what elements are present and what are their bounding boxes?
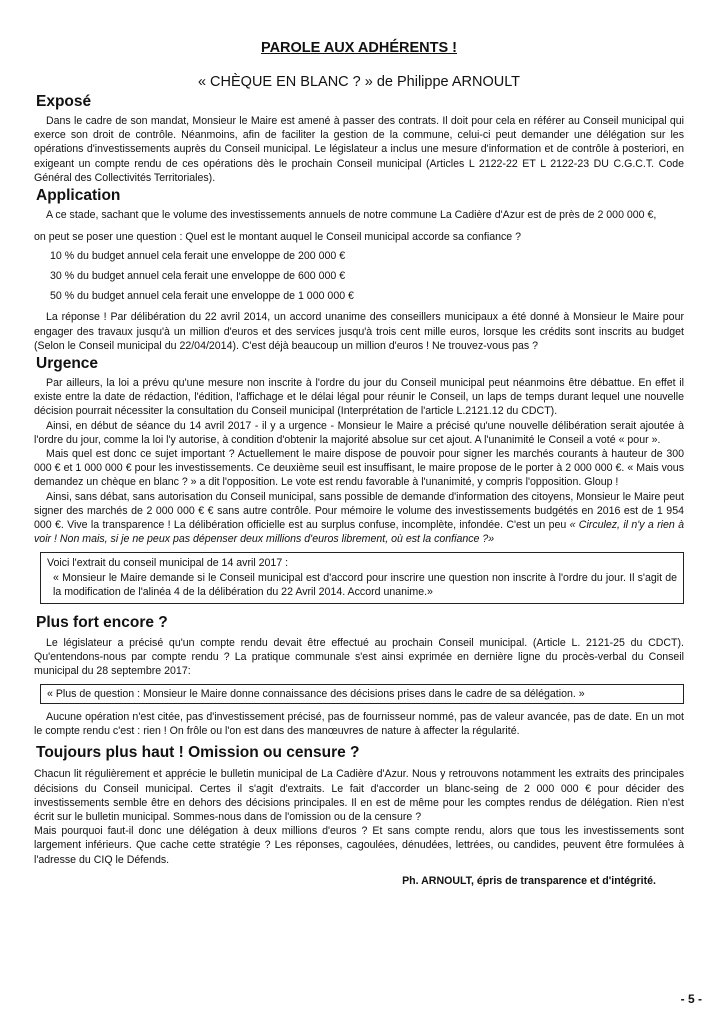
list-item: 30 % du budget annuel cela ferait une enveloppe de 600 000 € [50,270,346,283]
paragraph: Le législateur a précisé qu'un compte rendu devait être effectué au prochain Conseil municipal. (Article L. 2121-25 du CDCT). Qu'entendons-nous par compte rendu ? La pratique communale s'est ainsi exprimée en dernière ligne du procès-verbal du Conseil municipal du 28 septembre 2017: [34,637,684,678]
council-extract-box [40,552,684,604]
author-signature: Ph. ARNOULT, épris de transparence et d'intégrité. [402,874,656,887]
minutes-quote-box [40,684,684,704]
section-heading-expose: Exposé [36,93,92,110]
percentage-list [50,250,684,302]
section-heading-toujours: Toujours plus haut ! Omission ou censure ? [36,744,360,762]
paragraph: Mais pourquoi faut-il donc une délégation à deux millions d'euros ? Et sans compte rendu, alors que tous les investissements sont largement inférieurs. Que cache cette stratégie ? Les réponses, cagoulées, dénudées, lettrées, ou candides, peuvent être formulées à l'adresse du CIQ le Défends. [34,825,684,866]
list-item: 50 % du budget annuel cela ferait une enveloppe de 1 000 000 € [50,290,354,303]
ironic-quote: « Circulez, il n'y a rien à voir ! Non mais, si je ne peux pas dépenser deux millions d'euros librement, où est la confiance ?» [34,519,684,546]
paragraph: Par ailleurs, la loi a prévu qu'une mesure non inscrite à l'ordre du jour du Conseil municipal peut néanmoins être débattue. En effet il existe entre la date de rédaction, l'édition, l'affichage et le délai légal pour réunir le Conseil, un laps de temps durant lequel une nouvelle décision pourrait nécessiter la consultation du Conseil municipal (Interprétation de l'article L.2121.12 du CDCT). [34,377,684,418]
page-number: - 5 - [680,992,702,1006]
box-intro: Voici l'extrait du conseil municipal de 14 avril 2017 : [47,557,289,570]
paragraph: La réponse ! Par délibération du 22 avril 2014, un accord unanime des conseillers municipaux a été donné à Monsieur le Maire pour engager des travaux jusqu'à un million d'euros et des services jusqu'à trois cent mille euros, lorsque les crédits sont inscrits au budget (Selon le Conseil municipal du 22/04/2014). C'est déjà beaucoup un million d'euros ! Ne trouvez-vous pas ? [34,311,684,352]
paragraph: Aucune opération n'est citée, pas d'investissement précisé, pas de fournisseur nommé, pas de valeur avancée, pas de date. En un mot le compte rendu c'est : rien ! On frôle ou l'on est dans des manœuvres de nature à affecter la régularité. [34,710,684,738]
article-subtitle: « CHÈQUE EN BLANC ? » de Philippe ARNOULT [197,74,521,90]
section-heading-urgence: Urgence [36,355,99,373]
paragraph: Dans le cadre de son mandat, Monsieur le Maire est amené à passer des contrats. Il doit pour cela en référer au Conseil municipal qui exerce son droit de contrôle. Néanmoins, afin de faciliter la gestion de la commune, celui-ci peut demander une délégation sur les opérations d'investissements auprès du Conseil municipal. Le législateur a inclus une mesure d'information et de contrôle à posteriori, en exigeant un compte rendu de ces opérations dès le prochain Conseil municipal (Articles L 2122-22 ET L 2122-23 DU C.G.C.T. Code Général des Collectivités Territoriales). [34,115,684,184]
paragraph-text: Ainsi, sans débat, sans autorisation du Conseil municipal, sans possible de demande d'information des citoyens, Monsieur le Maire peut signer des marchés de 2 000 000 € € sans autre contrôle. Pour mémoire le volume des investissements budgétés en 2016 est de 1 954 000 €. Vive la transparence ! La délibération officielle est au surplus confuse, incomplète, infondée. C'est un peu [34,490,684,532]
page-title: PAROLE AUX ADHÉRENTS ! [260,40,458,56]
paragraph: on peut se poser une question : Quel est le montant auquel le Conseil municipal accorde sa confiance ? [34,231,522,244]
paragraph: Ainsi, en début de séance du 14 avril 2017 - il y a urgence - Monsieur le Maire a précisé qu'une nouvelle délibération serait ajoutée à l'ordre du jour, comme la loi l'y autorise, à condition d'obtenir la majorité absolue sur cet ajout. A l'unanimité le Conseil a voté « pour ». [34,419,684,446]
paragraph: A ce stade, sachant que le volume des investissements annuels de notre commune La Cadière d'Azur est de près de 2 000 000 €, [46,209,657,222]
article [34,40,684,887]
paragraph: Mais quel est donc ce sujet important ? Actuellement le maire dispose de pouvoir pour signer les marchés courants à hauteur de 300 000 € et 1 000 000 € pour les investissements. Ce deuxième seuil est insuffisant, le maire propose de le porter à 2 000 000 €. « Mais vous demandez un chèque en blanc ? » a dit l'opposition. Le vote est rendu favorable à l'unanimité, y compris l'opposition. Gloup ! [34,448,684,489]
box-quote: « Plus de question : Monsieur le Maire donne connaissance des décisions prises dans le cadre de sa délégation. » [47,687,585,700]
section-heading-application: Application [36,187,121,205]
paragraph: Chacun lit régulièrement et apprécie le bulletin municipal de La Cadière d'Azur. Nous y retrouvons notamment les extraits des principales décisions du Conseil municipal. Certes il s'agit d'extraits. Le fait d'accorder un blanc-seing de 2 000 000 € pour décider des investissements semble être en dehors des décisions principales. Il en est de même pour les comptes rendus de délégation. Rien n'est écrit sur le bulletin municipal. Sommes-nous dans de l'omission ou de la censure ? [34,768,684,823]
paragraph [34,490,684,547]
section-heading-plus-fort: Plus fort encore ? [36,614,168,632]
list-item: 10 % du budget annuel cela ferait une enveloppe de 200 000 € [50,250,346,263]
box-quote: « Monsieur le Maire demande si le Conseil municipal est d'accord pour inscrire une question non inscrite à l'ordre du jour. Il s'agit de la modification de l'alinéa 4 de la délibération du 22 Avril 2014. Accord unanime.» [53,571,677,598]
